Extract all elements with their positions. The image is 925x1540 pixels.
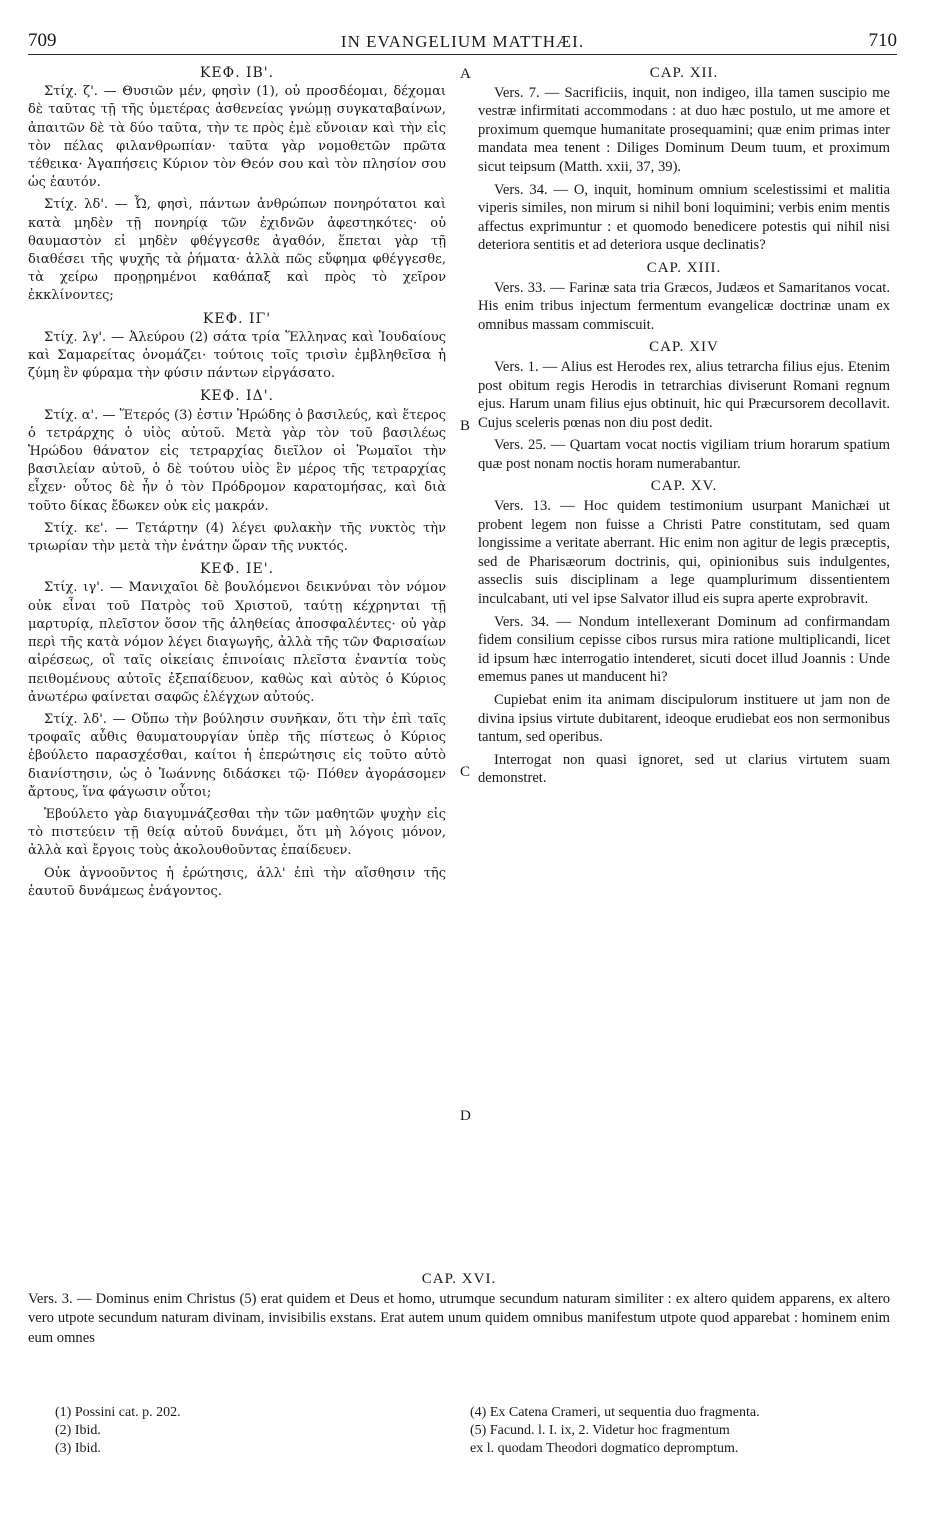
footnotes-left	[55, 1404, 435, 1458]
latin-paragraph: Vers. 25. — Quartam vocat noctis vigiliam trium horarum spatium quæ post nonam noctis horam numerabantur.	[478, 437, 890, 472]
latin-column	[478, 64, 890, 792]
page-header	[28, 24, 897, 55]
greek-paragraph: Στίχ. λδ'. — Ὦ, φησὶ, πάντων ἀνθρώπων πονηρότατοι καὶ κατὰ μηδὲν τῇ πονηρίᾳ τῶν ἐχιδνῶν ἀφεστηκότες· οὐ θαυμαστὸν εἰ μηδὲν φθέγγεσθε ἀγαθόν, ἕπεται γὰρ τῇ διαθέσει τῆς ψυχῆς τὰ ῥήματα· ἀλλὰ πῶς εὔφημα φθέγγεσθε, τὰ χείρω προῃρημένοι καθάπαξ καὶ πρὸς τὸ χεῖρον ἐκκλίνοντες;	[28, 197, 446, 304]
greek-chapter-heading: ΚΕΦ. ΙΒ'.	[199, 65, 275, 81]
latin-paragraph: Vers. 3. — Dominus enim Christus (5) erat quidem et Deus et homo, utrumque secundum naturam similiter : ex altero quidem apparens, ex altero vero utpote secundum naturam divinam, invisibilis exstans. Erat autem unum quidem omnibus manifestum utpote quod apparebat : hominem enim eum omnes	[28, 1290, 890, 1346]
greek-chapter-heading: ΚΕΦ. ΙΔ'.	[200, 388, 274, 405]
footnote: (1) Possini cat. p. 202.	[55, 1405, 181, 1420]
greek-paragraph: Ἐβούλετο γὰρ διαγυμνάζεσθαι τὴν τῶν μαθητῶν ψυχὴν εἰς τὸ πιστεύειν τῇ θείᾳ αὐτοῦ δυνάμει, ὅτι μὴ λόγοις μόνον, ἀλλὰ καὶ ἔργοις τοὺς ἀκολουθοῦντας ἐπαίδευεν.	[28, 806, 446, 859]
latin-paragraph: Vers. 34. — Nondum intellexerant Dominum ad confirmandam fidem consilium cepisse cibos rursus mira ratione multiplicandi, licet id ipsum hæc interrogatio intenderet, sicuti docet illud Joannis : Unde ememus panes ut manducent hi?	[478, 613, 890, 686]
footnote: (5) Facund. l. I. ix, 2. Videtur hoc fragmentum	[470, 1423, 730, 1438]
greek-paragraph: Στίχ. α'. — Ἕτερός (3) ἐστιν Ἡρώδης ὁ βασιλεύς, καὶ ἕτερος ὁ τετράρχης ὁ υἱὸς αὐτοῦ. Μετὰ γὰρ τὸν τοῦ βασιλέως Ἡρώδου θάνατον εἰς τετραρχίας διεῖλον οἱ Ῥωμαῖοι τὴν βασιλείαν αὐτοῦ, ὁ δὲ τούτου υἱὸς ἓν μέρος τῆς τετραρχίας εἶχεν· οὗτος δὲ ἦν ὁ τὸν Πρόδρομον καρατομήσας, καὶ διὰ τοῦτο δίκας ἔδωκεν οὐκ εἰς μακράν.	[28, 407, 446, 514]
greek-paragraph: Στίχ. λγ'. — Ἀλεύρου (2) σάτα τρία Ἕλληνας καὶ Ἰουδαίους καὶ Σαμαρείτας ὀνομάζει· τούτοις τοῖς τρισὶν ἐμβληθεῖσα ἡ ζύμη ἓν φύραμα τὴν φύσιν πάντων εἰργάσατο.	[28, 329, 446, 382]
latin-paragraph: Vers. 13. — Hoc quidem testimonium usurpant Manichæi ut probent legem non fuisse a Christi Patre constitutam, sed quam longissime a veritate aberrant. Hic enim non agitur de legis præceptis, sed de Pharisæorum doctrinis, qui, opinionibus suis indulgentes, asseclis suis disciplinam a lege quamplurimum dissentientem inculcabant, uti vel ipse Salvator illud eis supra aperte exprobravit.	[478, 498, 890, 608]
latin-chapter-heading: CAP. XVI.	[421, 1271, 497, 1287]
running-title: IN EVANGELIUM MATTHÆI.	[340, 32, 585, 51]
greek-paragraph: Στίχ. κε'. — Τετάρτην (4) λέγει φυλακὴν τῆς νυκτὸς τὴν τριωρίαν τὴν μετὰ τὴν ἐνάτην ὥραν τῆς νυκτός.	[28, 520, 446, 555]
latin-chapter-heading: CAP. XIII.	[646, 259, 722, 276]
greek-paragraph: Στίχ. ζ'. — Θυσιῶν μέν, φησὶν (1), οὐ προσδέομαι, δέχομαι δὲ ταῦτας τῇ τῆς ὑμετέρας ἀσθενείας γνώμῃ συγκαταβαίνων, ἀπαιτῶν δὲ τὰ δύο ταῦτα, τὴν τε πρὸς ἐμὲ εὔνοιαν καὶ τὴν εἰς τὸν πέλας φιλανθρωπίαν· ταῦτα γὰρ νομοθετῶν πρῶτα τέθεικα· Ἀγαπήσεις Κύριον τὸν Θεόν σου καὶ τὸν πλησίον σου ὡς ἑαυτόν.	[28, 84, 446, 191]
full-width-section	[28, 1270, 890, 1348]
footnotes-right	[470, 1404, 890, 1458]
latin-chapter-heading: CAP. XIV	[649, 339, 719, 356]
footnote: (2) Ibid.	[55, 1423, 101, 1438]
greek-paragraph: Στίχ. λδ'. — Οὔπω τὴν βούλησιν συνῆκαν, ὅτι τὴν ἐπὶ ταῖς τροφαῖς αὖθις θαυματουργίαν ὑπὲρ τῆς πίστεως ὁ Κύριος ἐβούλετο παρασχέσθαι, καίτοι ἡ ἐπερώτησις εἰς τοῦτο αὐτὸ διανίστησιν, ὡς ὁ Ἰωάννης διδάσκει τῷ· Πόθεν ἀγοράσομεν ἄρτους, ἵνα φάγωσιν οὗτοι;	[28, 711, 446, 800]
section-marker-b: B	[460, 418, 471, 434]
section-marker-d: D	[460, 1108, 471, 1124]
greek-chapter-heading: ΚΕΦ. ΙΕ'.	[199, 561, 275, 578]
latin-paragraph: Cupiebat enim ita animam discipulorum instituere ut jam non de divina ipsius virtute dubitarent, ideoque erudiebat eos non sermonibus tantum, sed operibus.	[478, 692, 890, 746]
latin-paragraph: Vers. 1. — Alius est Herodes rex, alius tetrarcha filius ejus. Etenim post obitum regis Herodis in tetrarchias diviserunt Romani regnum ejus. Harum unam filius ejus obtinuit, hic qui Præcursorem decollavit. Cujus sceleris pœnas non diu post dedit.	[478, 358, 890, 431]
footnote-continuation: ex l. quodam Theodori dogmatico depromptum.	[470, 1441, 739, 1456]
latin-paragraph: Vers. 7. — Sacrificiis, inquit, non indigeo, illa tamen suscipio me vestræ infirmitati accommodans : at duo hæc postulo, ut me amore et proximum quemque humanitate prosequamini; quæ enim primas inter mandata mea tenent : Diliges Dominum Deum tuum, et proximum sicut teipsum (Matth. xxii, 37, 39).	[478, 84, 890, 175]
latin-paragraph: Vers. 33. — Farinæ sata tria Græcos, Judæos et Samaritanos vocat. His enim tribus injectum fermentum evangelicæ doctrinæ unam ex omnibus massam commiscuit.	[478, 279, 890, 333]
greek-column	[28, 64, 446, 905]
section-marker-a: A	[460, 66, 471, 82]
latin-paragraph: Interrogat non quasi ignoret, sed ut clarius virtutem suam demonstret.	[478, 751, 890, 787]
latin-chapter-heading: CAP. XV.	[650, 478, 718, 495]
section-marker-c: C	[460, 764, 471, 780]
latin-paragraph: Vers. 34. — O, inquit, hominum omnium scelestissimi et malitia viperis similes, non mirum si nihil boni loquimini; verbis enim mentis affectus exprimuntur : et quomodo benedicere potestis qui nihil nisi deteriora sentitis et ad deteriora usque declinatis?	[478, 181, 890, 254]
latin-chapter-heading: CAP. XII.	[649, 65, 719, 81]
greek-paragraph: Οὐκ ἀγνοοῦντος ἡ ἐρώτησις, ἀλλ' ἐπὶ τὴν αἴσθησιν τῆς ἑαυτοῦ δυνάμεως ἐνάγοντος.	[28, 865, 446, 899]
page-number-left: 709	[28, 30, 57, 51]
footnote: (3) Ibid.	[55, 1441, 101, 1456]
greek-chapter-heading: ΚΕΦ. ΙΓ'	[202, 310, 272, 327]
greek-paragraph: Στίχ. ιγ'. — Μανιχαῖοι δὲ βουλόμενοι δεικνύναι τὸν νόμον οὐκ εἶναι τοῦ Πατρὸς τοῦ Χριστοῦ, ταύτῃ κέχρηνται τῇ μαρτυρίᾳ, πλεῖστον ὅσον τῆς ἀληθείας ἀποσφαλέντες· οὐ γὰρ περὶ τῆς κατὰ νόμον λέγει διαγωγῆς, ἀλλὰ τῆς τῶν Φαρισαίων αἱρέσεως, οἳ ταῖς οἰκείαις ἐπινοίαις πλεῖστα ἐναντία τοὺς πειθομένους αὐτοῖς ἐξεπαίδευον, καθὼς καὶ αὐτὸς ὁ Κύριος ἀνωτέρω φαίνεται σαφῶς ἐλέγχων αὐτούς.	[28, 580, 446, 705]
page-number-right: 710	[868, 30, 897, 51]
footnote: (4) Ex Catena Crameri, ut sequentia duo fragmenta.	[470, 1405, 760, 1420]
